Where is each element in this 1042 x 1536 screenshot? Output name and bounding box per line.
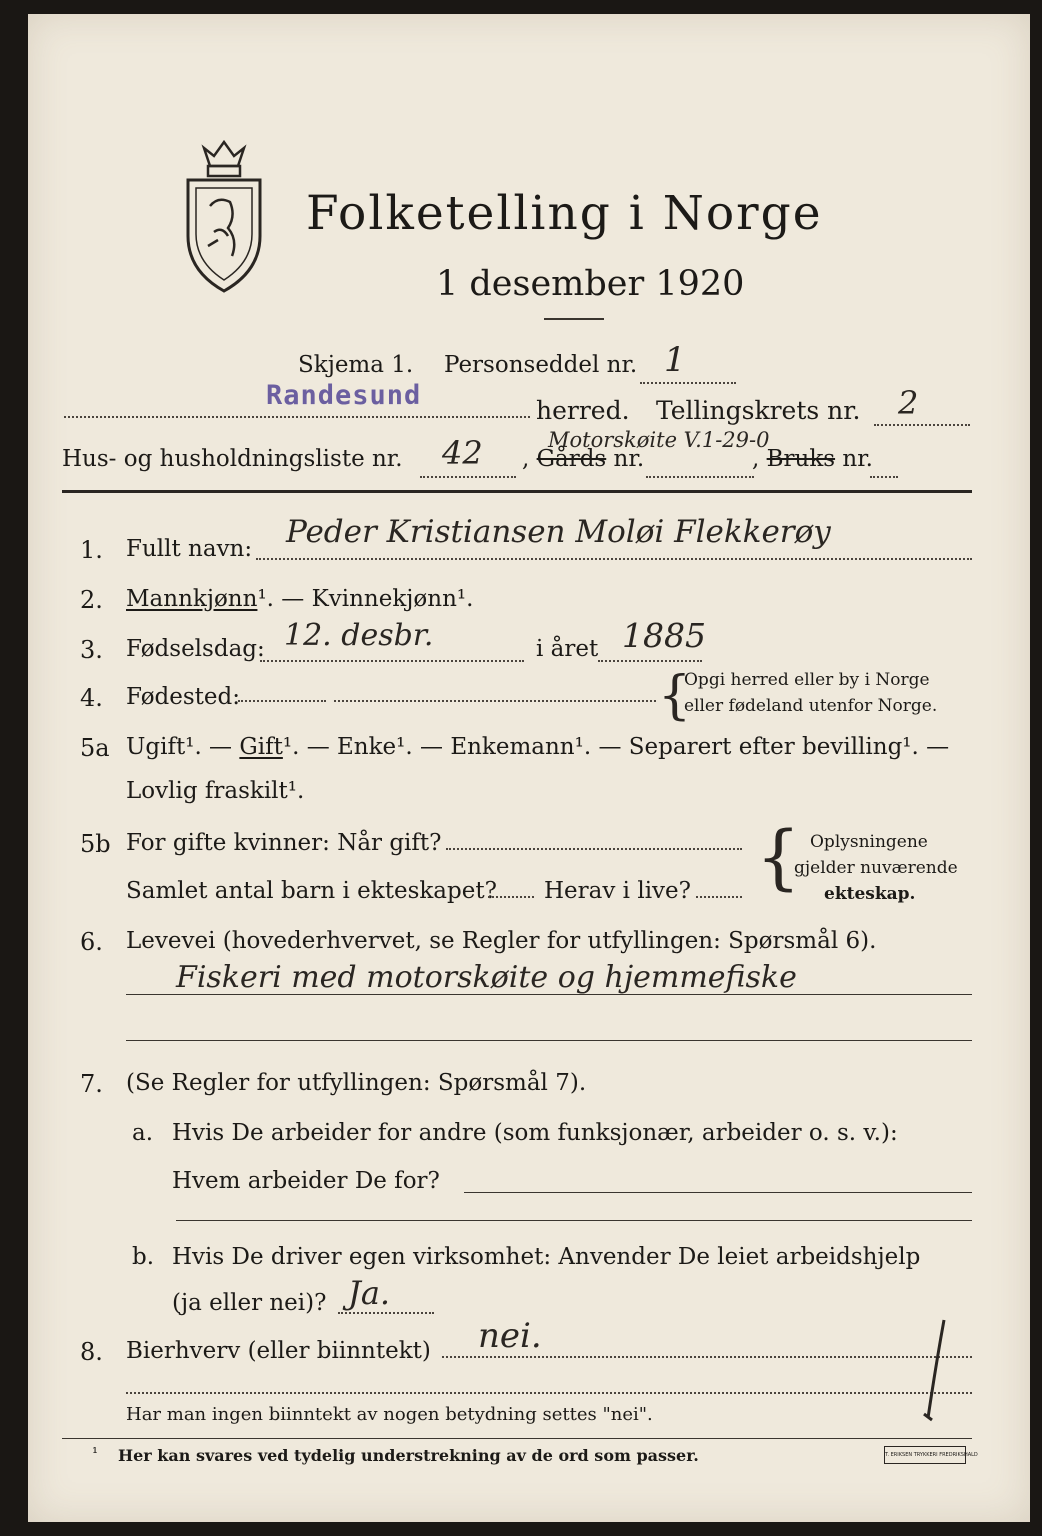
header-divider xyxy=(62,490,972,493)
q5b-line-1 xyxy=(446,848,742,850)
q7b-value: Ja. xyxy=(348,1274,391,1312)
title-divider xyxy=(544,318,604,320)
census-date: 1 desember 1920 xyxy=(436,264,745,304)
q5a-number: 5a xyxy=(80,734,110,762)
q3-year-line xyxy=(598,660,702,662)
q5b-note-2: gjelder nuværende xyxy=(794,858,958,878)
bruks-label: , Bruks nr. xyxy=(752,446,873,472)
q5a-options: Ugift¹. — Gift¹. — Enke¹. — Enkemann¹. — Separert efter bevilling¹. — xyxy=(126,734,950,760)
footnote-divider xyxy=(62,1438,972,1439)
q4-line-b xyxy=(334,700,656,702)
printer-mark: T. ERIKSEN TRYKKERI FREDRIKSHALD xyxy=(884,1446,966,1464)
bruks-line xyxy=(870,476,898,478)
q8-number: 8. xyxy=(80,1338,103,1366)
hus-label: Hus- og husholdningsliste nr. xyxy=(62,446,403,472)
q7b-letter: b. xyxy=(132,1244,155,1270)
q7a-sub: Hvem arbeider De for? xyxy=(172,1168,440,1194)
q3-label: Fødselsdag: xyxy=(126,636,265,662)
q4-label: Fødested: xyxy=(126,684,241,710)
q4-line-a xyxy=(238,700,326,702)
q4-number: 4. xyxy=(80,684,103,712)
footnote-text: Her kan svares ved tydelig understrekning av de ord som passer. xyxy=(118,1446,699,1465)
tellingskrets-label: Tellingskrets nr. xyxy=(656,396,861,425)
q5b-note-1: Oplysningene xyxy=(810,832,928,852)
q7a-letter: a. xyxy=(132,1120,154,1146)
q7-label: (Se Regler for utfyllingen: Spørsmål 7). xyxy=(126,1070,587,1096)
q5b-label-3: Herav i live? xyxy=(544,878,691,904)
q1-label: Fullt navn: xyxy=(126,536,253,562)
form-title: Folketelling i Norge xyxy=(306,186,823,241)
q7a-label: Hvis De arbeider for andre (som funksjonær, arbeider o. s. v.): xyxy=(172,1120,898,1146)
q5b-brace: { xyxy=(756,816,801,898)
census-form-page xyxy=(28,14,1030,1522)
tellingskrets-value: 2 xyxy=(898,384,919,422)
q5b-note-3: ekteskap. xyxy=(824,884,916,904)
q7b-sub: (ja eller nei)? xyxy=(172,1290,327,1316)
gards-line xyxy=(646,476,754,478)
footnote-mark: ¹ xyxy=(92,1444,99,1462)
gards-label: , Gårds nr. xyxy=(522,446,645,472)
hus-value: 42 xyxy=(442,434,483,472)
q7b-line xyxy=(338,1312,434,1314)
q2-options: Mannkjønn¹. — Kvinnekjønn¹. xyxy=(126,586,474,612)
q5b-line-3 xyxy=(696,896,742,898)
q7a-line-1 xyxy=(464,1192,972,1193)
q5b-label-1: For gifte kvinner: Når gift? xyxy=(126,830,442,856)
q4-note-2: eller fødeland utenfor Norge. xyxy=(684,696,938,716)
q6-value: Fiskeri med motorskøite og hjemmefiske xyxy=(176,960,797,995)
q8-line-2 xyxy=(126,1392,972,1394)
q4-brace: { xyxy=(658,666,692,726)
q5a-options-line2: Lovlig fraskilt¹. xyxy=(126,778,305,804)
q8-value: nei. xyxy=(478,1316,542,1356)
herred-line xyxy=(64,416,530,418)
personseddel-value: 1 xyxy=(664,340,686,380)
q8-label: Bierhverv (eller biinntekt) xyxy=(126,1338,431,1364)
q3-year-value: 1885 xyxy=(622,616,706,655)
q1-line xyxy=(256,558,972,560)
herred-label: herred. xyxy=(536,396,630,425)
tellingskrets-line xyxy=(874,424,970,426)
q6-number: 6. xyxy=(80,928,103,956)
schema-label: Skjema 1. xyxy=(298,352,414,378)
q1-value: Peder Kristiansen Moløi Flekkerøy xyxy=(286,514,831,550)
hus-line xyxy=(420,476,516,478)
herred-stamp: Randesund xyxy=(266,380,422,411)
coat-of-arms-icon xyxy=(178,136,270,296)
q3-number: 3. xyxy=(80,636,103,664)
q5b-number: 5b xyxy=(80,830,111,858)
q7a-line-2 xyxy=(176,1220,972,1221)
q7b-label: Hvis De driver egen virksomhet: Anvender De leiet arbeidshjelp xyxy=(172,1244,921,1270)
q6-label: Levevei (hovederhvervet, se Regler for utfyllingen: Spørsmål 6). xyxy=(126,928,877,954)
personseddel-label: Personseddel nr. xyxy=(444,352,638,378)
q5b-line-2 xyxy=(488,896,534,898)
q8-line-1 xyxy=(442,1356,972,1358)
annotation-text: Motorskøite V.1-29-0 xyxy=(548,428,770,452)
q3-year-label: i året xyxy=(536,636,599,662)
q6-line-1 xyxy=(126,994,972,995)
q7-number: 7. xyxy=(80,1070,103,1098)
q6-line-2 xyxy=(126,1040,972,1041)
q2-number: 2. xyxy=(80,586,103,614)
q3-value: 12. desbr. xyxy=(284,618,434,653)
pen-mark-icon xyxy=(914,1314,954,1424)
q1-number: 1. xyxy=(80,536,103,564)
q3-line xyxy=(260,660,524,662)
biinntekt-note: Har man ingen biinntekt av nogen betydning settes "nei". xyxy=(126,1404,653,1425)
personseddel-line xyxy=(640,382,736,384)
q4-note-1: Opgi herred eller by i Norge xyxy=(684,670,930,690)
q5b-label-2: Samlet antal barn i ekteskapet? xyxy=(126,878,497,904)
